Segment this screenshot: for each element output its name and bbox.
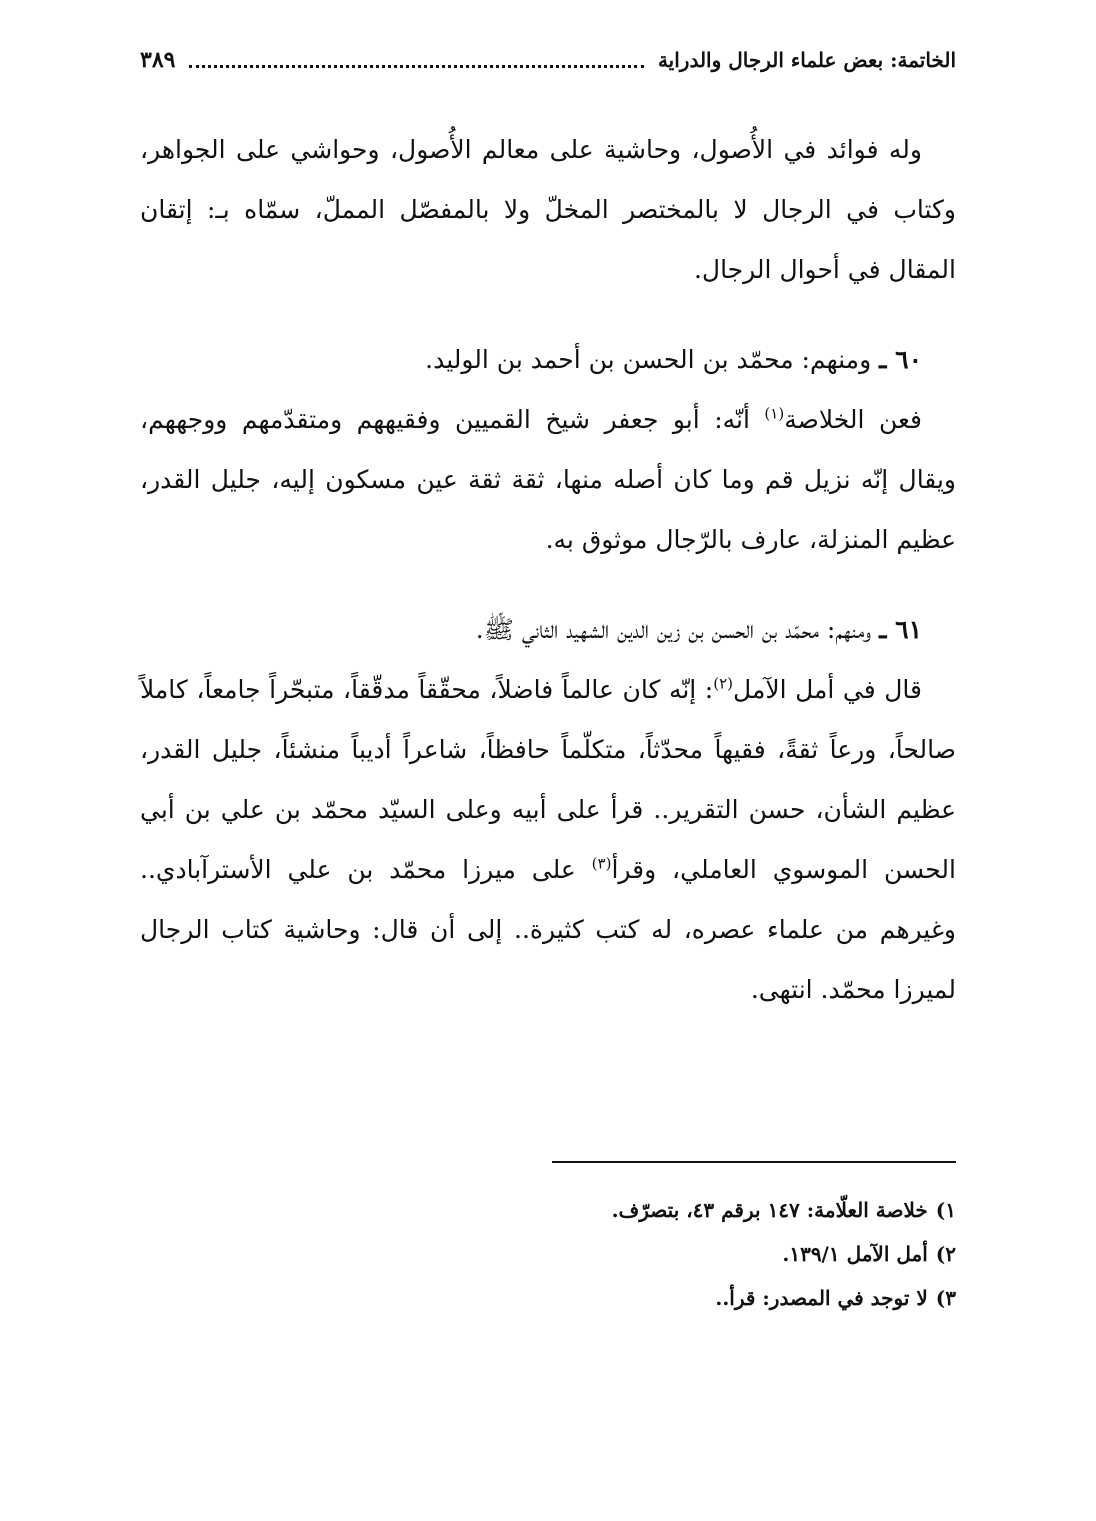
header-dot-leader (189, 65, 643, 68)
amal-quote: : إنّه كان عالماً فاضلاً، محقّقاً مدقّقاً، متبحّراً جامعاً، كاملاً صالحاً، ورعاً ثقةً، فقيهاً محدّثاً، متكلّماً حافظاً، شاعراً أديباً منشئاً، جليل القدر، عظيم الشأن، حسن التقرير.. قرأ على أبيه وعلى السيّد محمّد بن علي بن أبي الحسن الموسوي العاملي، وقرأ (140, 675, 956, 884)
khulasa-intro: فعن الخلاصة (784, 405, 922, 434)
footnote-3 (140, 1276, 956, 1320)
footnote-2 (140, 1232, 956, 1276)
footnotes (140, 1188, 956, 1320)
paragraph-works: وله فوائد في الأُصول، وحاشية على معالم الأُصول، وحواشي على الجواهر، وكتاب في الرجال لا بالمختصر المخلّ ولا بالمفصّل المملّ، سمّاه بـ: إتقان المقال في أحوال الرجال. (140, 135, 956, 284)
footnote-number: ١) (935, 1198, 956, 1222)
footnote-text: أمل الآمل ١٣٩/١. (782, 1242, 928, 1266)
main-text (140, 120, 956, 1020)
footnote-ref-2[interactable]: (٢) (713, 674, 734, 693)
footnote-text: خلاصة العلّامة: ١٤٧ برقم ٤٣، بتصرّف. (611, 1198, 928, 1222)
footnote-ref-3[interactable]: (٣) (591, 854, 612, 873)
footnote-text: لا توجد في المصدر: قرأ.. (715, 1286, 928, 1310)
amal-intro: قال في أمل الآمل (733, 675, 922, 704)
entry-heading-61 (140, 600, 956, 660)
khulasa-quote: أنّه: أبو جعفر شيخ القميين وفقيههم ومتقدّمهم ووجههم، ويقال إنّه نزيل قم وما كان أصله منها، ثقة ثقة عين مسكون إليه، جليل القدر، عظيم المنزلة، عارف بالرّجال موثوق به. (140, 405, 956, 554)
paragraph-khulasa (140, 390, 956, 570)
entry-number-61: ٦١ ـ (879, 615, 922, 644)
entry-title-60: ومنهم: محمّد بن الحسن بن أحمد بن الوليد. (425, 345, 872, 374)
entry-number-60: ٦٠ ـ (879, 345, 922, 374)
spacer (140, 570, 956, 600)
footnote-1 (140, 1188, 956, 1232)
footnote-separator (552, 1161, 956, 1163)
footnote-number: ٢) (935, 1242, 956, 1266)
header-title: الخاتمة: بعض علماء الرجال والدراية (657, 48, 956, 72)
spacer (140, 300, 956, 330)
footnote-number: ٣) (935, 1286, 956, 1310)
running-header (140, 40, 956, 80)
entry-heading-60 (140, 330, 956, 390)
paragraph-amal (140, 660, 956, 1020)
entry-title-61: ومنهم: محمّد بن الحسن بن زين الدين الشهيد الثاني ﷺ. (475, 615, 872, 644)
amal-quote-end: على ميرزا محمّد بن علي الأسترآبادي.. وغيرهم من علماء عصره، له كتب كثيرة.. إلى أن قال: وحاشية كتاب الرجال لميرزا محمّد. انتهى. (140, 855, 956, 1004)
page-number: ٣٨٩ (140, 47, 176, 73)
footnote-ref-1[interactable]: (١) (764, 404, 785, 423)
